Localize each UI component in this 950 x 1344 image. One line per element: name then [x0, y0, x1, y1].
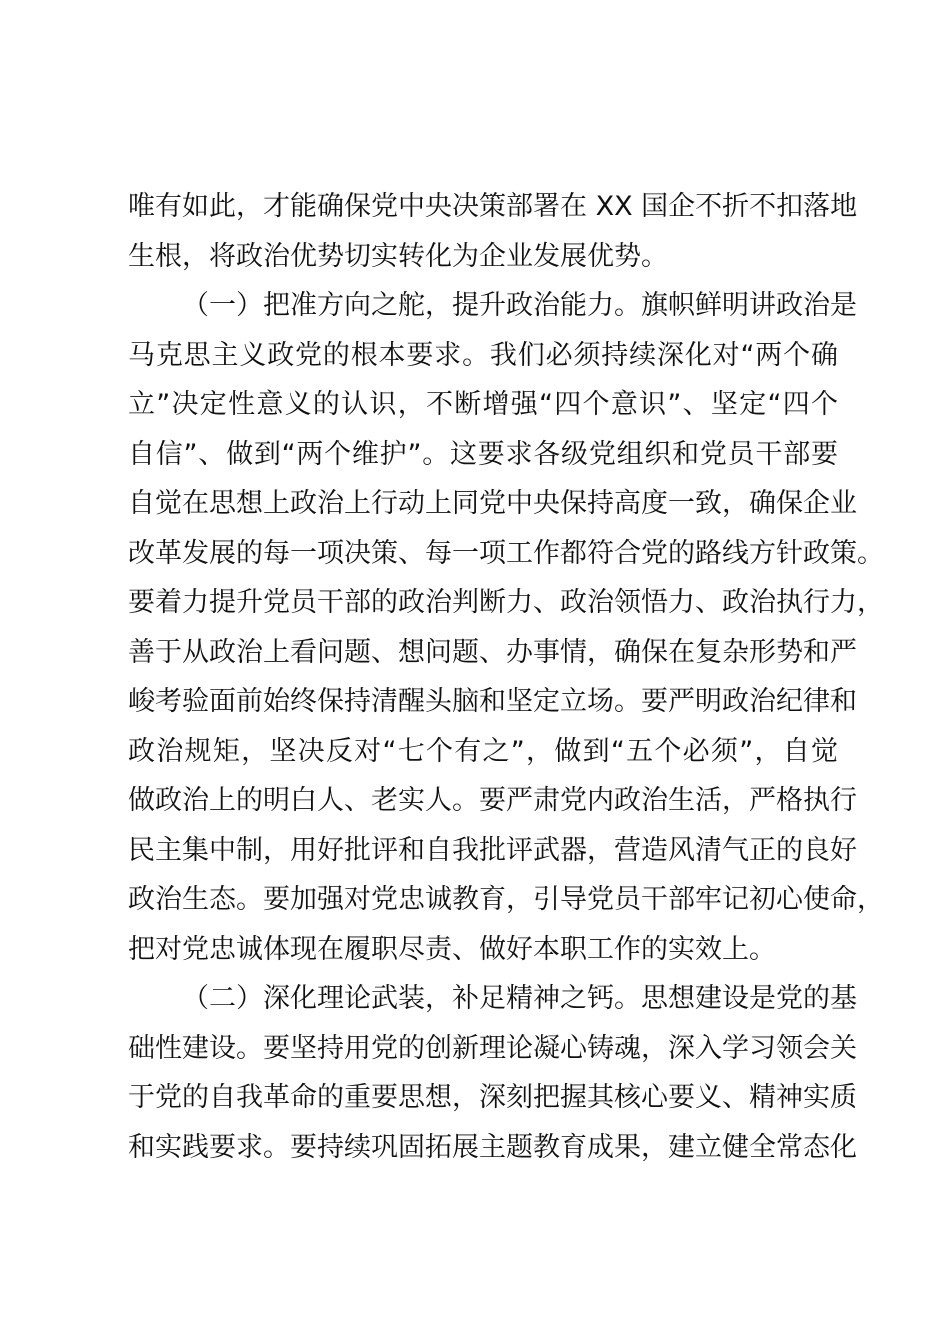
text-line: 峻考验面前始终保持清醒头脑和坚定立场。要严明政治纪律和	[128, 686, 857, 717]
text-line: 要着力提升党员干部的政治判断力、政治领悟力、政治执行力，	[128, 587, 884, 618]
text-line: 民主集中制，用好批评和自我批评武器，营造风清气正的良好	[128, 834, 857, 866]
text-line: 做政治上的明白人、老实人。要严肃党内政治生活，严格执行	[128, 785, 857, 816]
text-line: 于党的自我革命的重要思想，深刻把握其核心要义、精神实质	[128, 1082, 857, 1113]
text-line: 和实践要求。要持续巩固拓展主题教育成果，建立健全常态化	[128, 1131, 857, 1163]
section-heading-line: （二）深化理论武装，补足精神之钙。思想建设是党的基	[182, 983, 857, 1014]
text-line: 善于从政治上看问题、想问题、办事情，确保在复杂形势和严	[128, 636, 857, 668]
section-heading-line: （一）把准方向之舵，提升政治能力。旗帜鲜明讲政治是	[182, 290, 857, 321]
text-line: 改革发展的每一项决策、每一项工作都符合党的路线方针政策。	[128, 537, 884, 569]
text-line: 自信”、做到“两个维护”。这要求各级党组织和党员干部要	[128, 438, 838, 470]
document-body	[128, 182, 884, 1172]
text-line: 唯有如此，才能确保党中央决策部署在 XX 国企不折不扣落地	[128, 191, 858, 222]
text-line: 生根，将政治优势切实转化为企业发展优势。	[128, 240, 668, 272]
text-line: 立”决定性意义的认识，不断增强“四个意识”、坚定“四个	[128, 389, 838, 420]
text-line: 政治生态。要加强对党忠诚教育，引导党员干部牢记初心使命，	[128, 884, 884, 915]
text-line: 马克思主义政党的根本要求。我们必须持续深化对“两个确	[128, 339, 838, 371]
text-line: 础性建设。要坚持用党的创新理论凝心铸魂，深入学习领会关	[128, 1032, 857, 1064]
text-line: 自觉在思想上政治上行动上同党中央保持高度一致，确保企业	[128, 488, 857, 519]
text-line: 把对党忠诚体现在履职尽责、做好本职工作的实效上。	[128, 933, 776, 965]
text-line: 政治规矩，坚决反对“七个有之”，做到“五个必须”，自觉	[128, 735, 838, 767]
